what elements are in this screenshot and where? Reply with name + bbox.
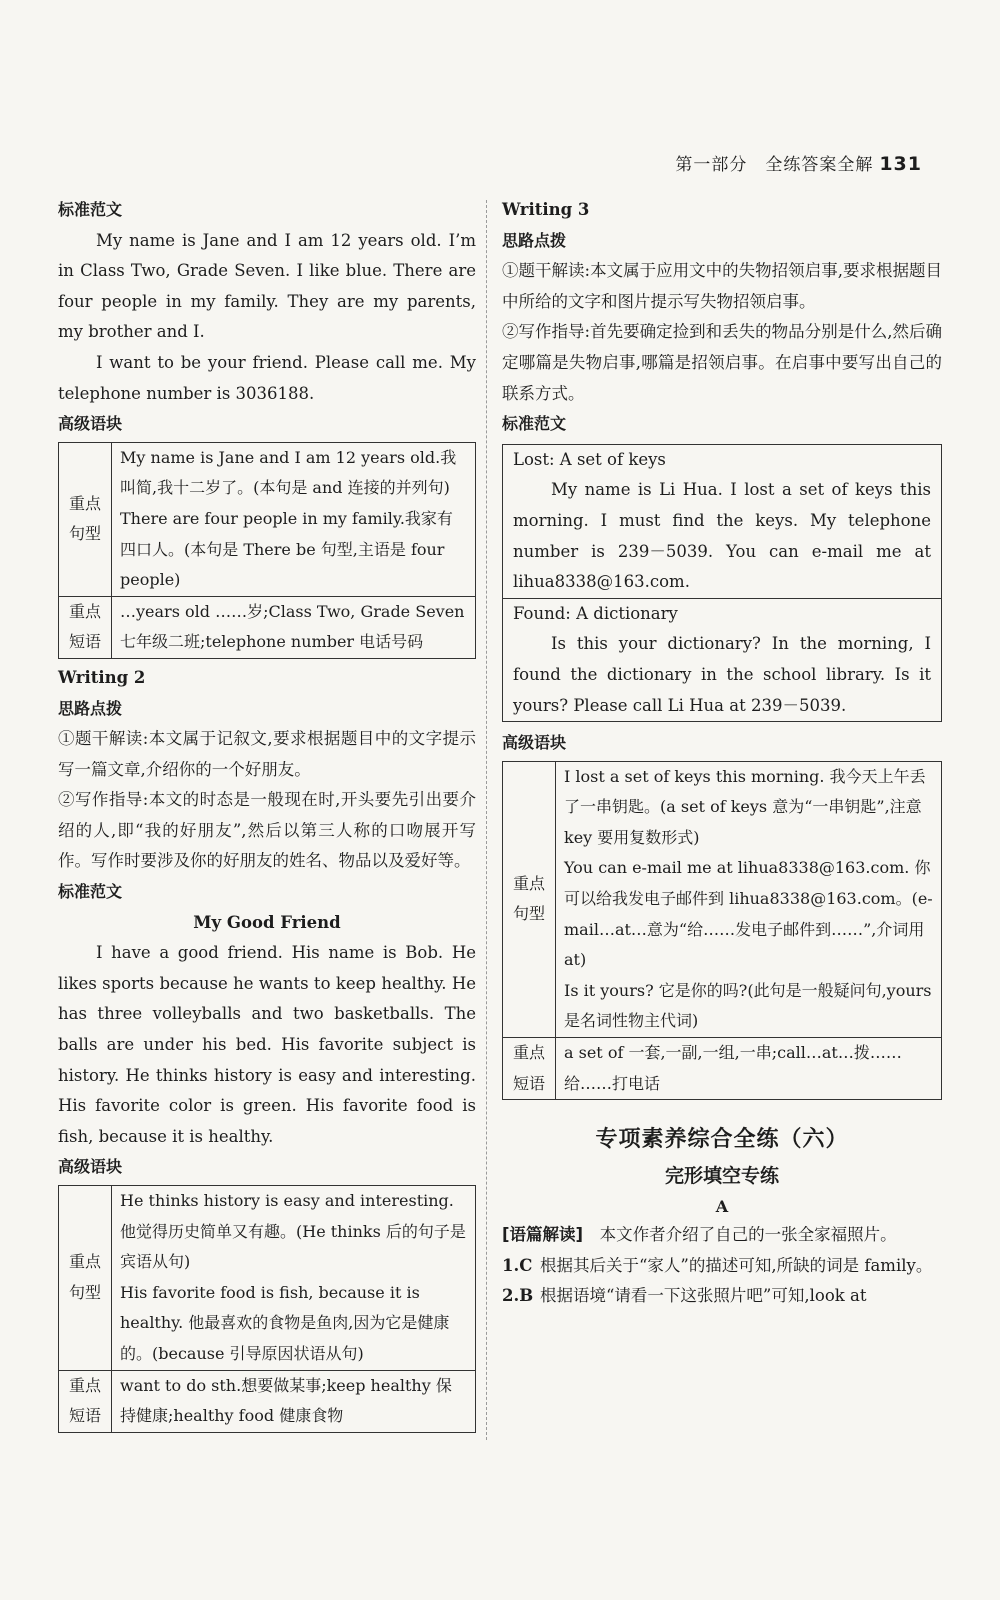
w2-title: Writing 2 — [58, 667, 146, 687]
w1-paragraph-1: My name is Jane and I am 12 years old. I’m in Class Two, Grade Seven. I like blue. There are four people in my family. They are my parents, my brother and I. — [58, 230, 476, 342]
lost-heading: Lost: A set of keys — [513, 449, 666, 469]
phrase-cell: …years old ……岁;Class Two, Grade Seven 七年级二班;telephone number 电话号码 — [112, 596, 476, 658]
sentence-cell — [556, 761, 942, 1037]
phrase-cell: want to do sth.想要做某事;keep healthy 保持健康;healthy food 健康食物 — [112, 1370, 476, 1432]
w1-model-heading: 标准范文 — [58, 200, 123, 219]
phrase-label: 重点短语 — [59, 596, 112, 658]
sentence-cell — [112, 1186, 476, 1371]
w3-tip-1: ①题干解读:本文属于应用文中的失物招领启事,要求根据题目中所给的文字和图片提示写失物招领启事。 — [502, 261, 942, 311]
sentence-line: Is it yours? 它是你的吗?(此句是一般疑问句,yours 是名词性物主代词) — [564, 980, 932, 1031]
answer-text: 根据其后关于“家人”的描述可知,所缺的词是 family。 — [540, 1255, 933, 1275]
passage-intro — [502, 1220, 942, 1251]
intro-tag: [语篇解读] — [502, 1225, 584, 1245]
sentence-line: I lost a set of keys this morning. 我今天上午丢了一串钥匙。(a set of keys 意为“一串钥匙”,注意 key 要用复数形式) — [564, 766, 926, 847]
sentence-line: My name is Jane and I am 12 years old.我叫简,我十二岁了。(本句是 and 连接的并列句) — [120, 447, 457, 498]
w2-tip-1: ①题干解读:本文属于记叙文,要求根据题目中的文字提示写一篇文章,介绍你的一个好朋友。 — [58, 729, 476, 779]
section-title-main: 专项素养综合全练（六） — [595, 1127, 849, 1153]
sentence-line: He thinks history is easy and interesting. 他觉得历史简单又有趣。(He thinks 后的句子是宾语从句) — [120, 1191, 466, 1272]
w2-model-heading: 标准范文 — [58, 882, 123, 902]
sentence-line: There are four people in my family.我家有四口人。(本句是 There be 句型,主语是 four people) — [120, 508, 453, 590]
w3-tip-2: ②写作指导:首先要确定捡到和丢失的物品分别是什么,然后确定哪篇是失物启事,哪篇是招领启事。在启事中要写出自己的联系方式。 — [502, 322, 942, 403]
w3-title: Writing 3 — [502, 200, 590, 219]
intro-text: 本文作者介绍了自己的一张全家福照片。 — [599, 1225, 897, 1245]
w3-tips-heading: 思路点拨 — [502, 230, 567, 250]
answer-number: 1.C — [502, 1255, 533, 1275]
sentence-cell — [112, 442, 476, 596]
w2-tips-heading: 思路点拨 — [58, 698, 123, 718]
sentence-label: 重点句型 — [59, 442, 112, 596]
section-subtitle: 完形填空专练 — [664, 1165, 779, 1188]
w1-chunks-table — [58, 442, 476, 659]
w2-chunks-table — [58, 1185, 476, 1433]
w3-chunks-table — [502, 761, 942, 1101]
sentence-label: 重点句型 — [59, 1186, 112, 1371]
answer-text: 根据语境“请看一下这张照片吧”可知,look at — [540, 1286, 867, 1306]
page-header — [675, 150, 922, 175]
answer-item — [502, 1281, 942, 1312]
lost-found-box — [502, 444, 942, 722]
section-title: 第一部分 全练答案全解 — [675, 155, 874, 175]
w1-paragraph-2: I want to be your friend. Please call me. My telephone number is 3036188. — [58, 352, 476, 403]
left-column — [58, 195, 476, 1437]
phrase-label: 重点短语 — [503, 1038, 556, 1100]
answer-number: 2.B — [502, 1286, 534, 1306]
w1-chunks-heading: 高级语块 — [58, 414, 123, 434]
w2-tip-2: ②写作指导:本文的时态是一般现在时,开头要先引出要介绍的人,即“我的好朋友”,然后以第三人称的口吻展开写作。写作时要涉及你的好朋友的姓名、物品以及爱好等。 — [58, 790, 476, 871]
found-heading: Found: A dictionary — [513, 603, 678, 623]
w3-chunks-heading: 高级语块 — [502, 733, 567, 753]
part-letter: A — [715, 1197, 729, 1217]
w2-essay: I have a good friend. His name is Bob. He likes sports because he wants to keep healthy. He has three volleyballs and two basketballs. The balls are under his bed. His favorite subject is history. He thinks history is easy and interesting. His favorite color is green. His favorite food is fish, because it is healthy. — [58, 943, 476, 1146]
found-notice — [503, 598, 941, 721]
column-divider — [486, 200, 487, 1440]
w3-model-heading: 标准范文 — [502, 414, 567, 434]
answer-item — [502, 1251, 942, 1282]
w2-essay-title: My Good Friend — [193, 912, 341, 932]
phrase-label: 重点短语 — [59, 1370, 112, 1432]
page-number: 131 — [879, 153, 922, 175]
right-column — [502, 195, 942, 1312]
sentence-line: You can e-mail me at lihua8338@163.com. 你可以给我发电子邮件到 lihua8338@163.com。(e-mail…at…意为“给……发电子邮件到……”,介词用 at) — [564, 858, 933, 970]
found-body: Is this your dictionary? In the morning, I found the dictionary in the school library. Is it yours? Please call Li Hua at 239－5039. — [513, 634, 931, 715]
lost-body: My name is Li Hua. I lost a set of keys this morning. I must find the keys. My telephone number is 239－5039. You can e-mail me at lihua8338@163.com. — [513, 480, 931, 592]
w2-chunks-heading: 高级语块 — [58, 1157, 123, 1177]
sentence-line: His favorite food is fish, because it is healthy. 他最喜欢的食物是鱼肉,因为它是健康的。(because 引导原因状语从句) — [120, 1282, 450, 1363]
sentence-label: 重点句型 — [503, 761, 556, 1037]
lost-notice — [503, 445, 941, 598]
phrase-cell: a set of 一套,一副,一组,一串;call…at…拨……给……打电话 — [556, 1038, 942, 1100]
